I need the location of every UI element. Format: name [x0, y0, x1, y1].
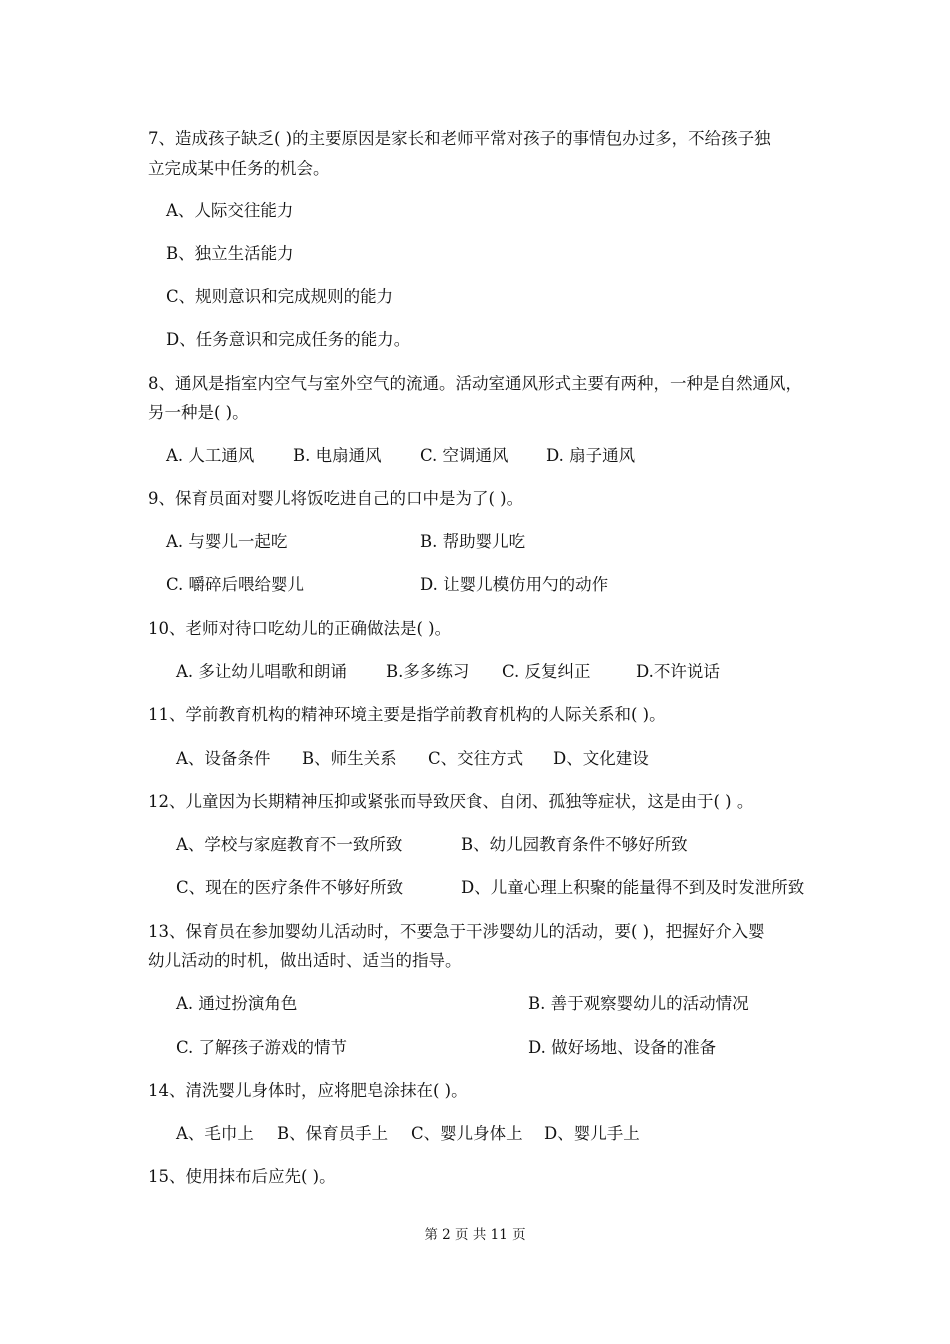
question-13-stem-line2: 幼儿活动的时机，做出适时、适当的指导。	[148, 951, 462, 970]
question-9-option-d: D. 让婴儿模仿用勺的动作	[420, 575, 609, 594]
question-14-option-c: C、婴儿身体上	[411, 1124, 523, 1143]
question-7-option-c: C、规则意识和完成规则的能力	[166, 287, 394, 306]
question-14-option-b: B、保育员手上	[277, 1124, 389, 1143]
question-12-option-b: B、幼儿园教育条件不够好所致	[461, 835, 688, 854]
question-12-stem: 12、儿童因为长期精神压抑或紧张而导致厌食、自闭、孤独等症状，这是由于( ) 。	[148, 792, 754, 811]
page-footer: 第 2 页 共 11 页	[424, 1227, 526, 1243]
question-8-stem-line2: 另一种是( )。	[148, 403, 249, 422]
question-11-option-a: A、设备条件	[176, 749, 271, 768]
question-14-stem: 14、清洗婴儿身体时，应将肥皂涂抹在( )。	[148, 1081, 468, 1100]
question-14-option-d: D、婴儿手上	[544, 1124, 640, 1143]
question-7-option-b: B、独立生活能力	[166, 244, 294, 263]
question-9-option-c: C. 嚼碎后喂给婴儿	[166, 575, 305, 594]
question-7-option-d: D、任务意识和完成任务的能力。	[166, 330, 411, 349]
question-8-option-a: A. 人工通风	[166, 446, 255, 465]
question-11-stem: 11、学前教育机构的精神环境主要是指学前教育机构的人际关系和( )。	[148, 705, 666, 724]
question-13-option-b: B. 善于观察婴幼儿的活动情况	[528, 994, 749, 1013]
question-13-option-a: A. 通过扮演角色	[176, 994, 298, 1013]
question-7-option-a: A、人际交往能力	[166, 201, 294, 220]
question-10-option-a: A. 多让幼儿唱歌和朗诵	[176, 662, 347, 681]
question-7-stem-line1: 7、造成孩子缺乏( )的主要原因是家长和老师平常对孩子的事情包办过多，不给孩子独	[148, 129, 771, 148]
question-7-stem-line2: 立完成某中任务的机会。	[148, 159, 330, 178]
question-14-option-a: A、毛巾上	[176, 1124, 254, 1143]
question-8-option-c: C. 空调通风	[420, 446, 509, 465]
question-13-stem-line1: 13、保育员在参加婴幼儿活动时，不要急于干涉婴幼儿的活动，要( )，把握好介入婴	[148, 922, 765, 941]
question-8-option-b: B. 电扇通风	[293, 446, 382, 465]
question-12-option-c: C、现在的医疗条件不够好所致	[176, 878, 404, 897]
question-12-option-a: A、学校与家庭教育不一致所致	[176, 835, 403, 854]
question-10-stem: 10、老师对待口吃幼儿的正确做法是( )。	[148, 619, 452, 638]
question-8-stem-line1: 8、通风是指室内空气与室外空气的流通。活动室通风形式主要有两种，一种是自然通风，	[148, 374, 802, 393]
question-13-option-c: C. 了解孩子游戏的情节	[176, 1038, 348, 1057]
question-10-option-d: D.不许说话	[636, 662, 720, 681]
question-8-option-d: D. 扇子通风	[546, 446, 636, 465]
question-13-option-d: D. 做好场地、设备的准备	[528, 1038, 717, 1057]
question-15-stem: 15、使用抹布后应先( )。	[148, 1167, 336, 1186]
question-9-option-b: B. 帮助婴儿吃	[420, 532, 526, 551]
question-10-option-c: C. 反复纠正	[502, 662, 591, 681]
question-10-option-b: B.多多练习	[386, 662, 470, 681]
question-9-stem: 9、保育员面对婴儿将饭吃进自己的口中是为了( )。	[148, 489, 524, 508]
question-9-option-a: A. 与婴儿一起吃	[166, 532, 288, 551]
question-11-option-c: C、交往方式	[428, 749, 524, 768]
question-12-option-d: D、儿童心理上积聚的能量得不到及时发泄所致	[461, 878, 805, 897]
question-11-option-d: D、文化建设	[553, 749, 649, 768]
question-11-option-b: B、师生关系	[302, 749, 397, 768]
